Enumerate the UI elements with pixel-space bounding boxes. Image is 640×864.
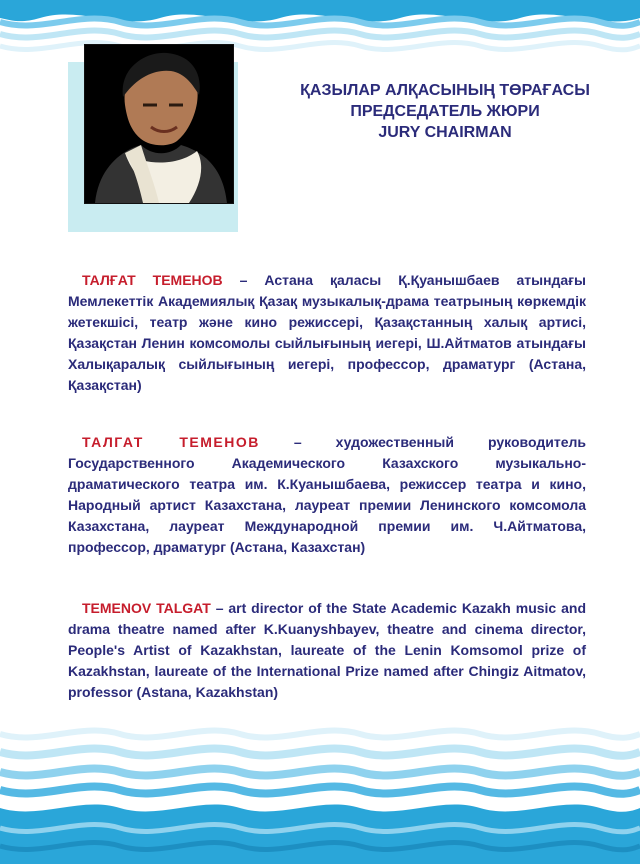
header-titles bbox=[250, 80, 640, 143]
bottom-wave-decoration bbox=[0, 724, 640, 864]
person-name-russian: ТАЛГАТ ТЕМЕНОВ bbox=[82, 434, 260, 450]
biography-russian-text: – художественный руководитель Государственного Академического Казахского музыкально-драматического театра им. К.Куанышбаева, режиссер театра и кино, Народный артист Казахстана, лауреат премии Ленинского комсомола Казахстана, лауреат Международной премии им. Ч.Айтматова, профессор, драматург (Астана, Казахстан) bbox=[68, 434, 586, 555]
biography-kazakh bbox=[68, 270, 586, 396]
title-kazakh: ҚАЗЫЛАР АЛҚАСЫНЫҢ ТӨРАҒАСЫ bbox=[300, 82, 590, 99]
biography-english bbox=[68, 598, 586, 703]
title-russian: ПРЕДСЕДАТЕЛЬ ЖЮРИ bbox=[350, 103, 540, 120]
title-english: JURY CHAIRMAN bbox=[378, 124, 512, 141]
jury-chairman-photo bbox=[84, 44, 234, 204]
person-name-kazakh: ТАЛҒАТ ТЕМЕНОВ bbox=[82, 272, 223, 288]
biography-kazakh-text: – Астана қаласы Қ.Қуанышбаев атындағы Мемлекеттік Академиялық Қазақ музыкалық-драма театрының көркемдік жетекшісі, театр және кино режиссері, Қазақстанның халық артисі, Қазақстан Ленин комсомолы сыйлығының иегері, Ш.Айтматов атындағы Халықаралық сыйлығының иегері, профессор, драматург (Астана, Қазақстан) bbox=[68, 272, 586, 393]
person-name-english: TEMENOV TALGAT bbox=[82, 600, 211, 616]
biography-english-text: – art director of the State Academic Kazakh music and drama theatre named after K.Kuanyshbayev, theatre and cinema director, People's Artist of Kazakhstan, laureate of the Lenin Komsomol prize of Kazakhstan, laureate of the International Prize named after Chingiz Aitmatov, professor (Astana, Kazakhstan) bbox=[68, 600, 586, 700]
biography-russian bbox=[68, 432, 586, 558]
